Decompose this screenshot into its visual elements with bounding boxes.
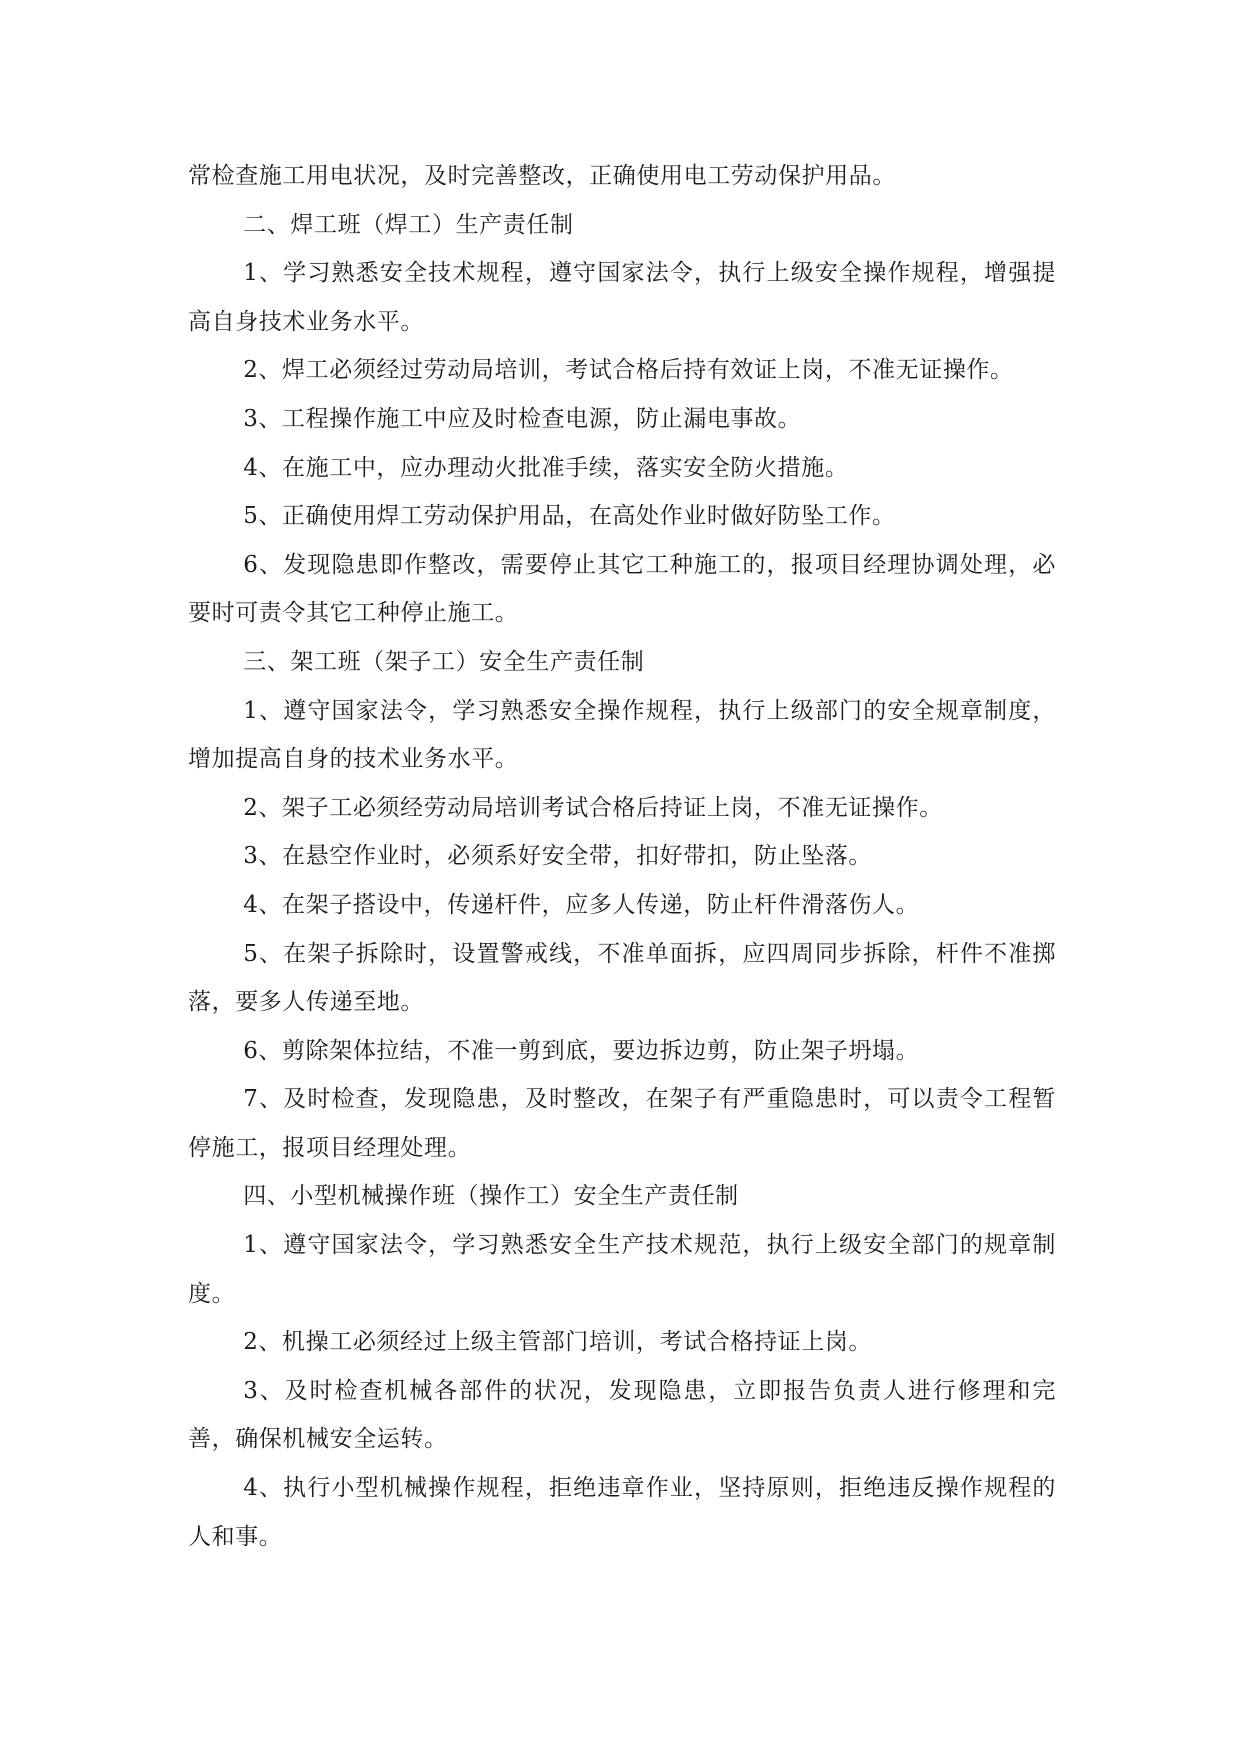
list-item: 6、发现隐患即作整改，需要停止其它工种施工的，报项目经理协调处理，必要时可责令其它工种停止施工。 xyxy=(188,551,1056,627)
list-item: 4、执行小型机械操作规程，拒绝违章作业，坚持原则，拒绝违反操作规程的人和事。 xyxy=(188,1475,1056,1550)
section-heading-machine-operator: 四、小型机械操作班（操作工）安全生产责任制 xyxy=(243,1183,739,1210)
list-item: 2、机操工必须经过上级主管部门培训，考试合格持证上岗。 xyxy=(243,1329,873,1356)
list-item: 1、遵守国家法令，学习熟悉安全操作规程，执行上级部门的安全规章制度，增加提高自身的技术业务水平。 xyxy=(188,697,1056,773)
list-item: 2、架子工必须经劳动局培训考试合格后持证上岗，不准无证操作。 xyxy=(243,794,943,821)
list-item: 1、遵守国家法令，学习熟悉安全生产技术规范，执行上级安全部门的规章制度。 xyxy=(188,1232,1056,1307)
section-heading-welder: 二、焊工班（焊工）生产责任制 xyxy=(243,211,574,238)
list-item: 6、剪除架体拉结，不准一剪到底，要边拆边剪，防止架子坍塌。 xyxy=(243,1037,920,1064)
list-item: 5、正确使用焊工劳动保护用品，在高处作业时做好防坠工作。 xyxy=(243,503,896,530)
document-body xyxy=(188,152,1056,1561)
list-item: 3、在悬空作业时，必须系好安全带，扣好带扣，防止坠落。 xyxy=(243,843,873,870)
list-item: 7、及时检查，发现隐患，及时整改，在架子有严重隐患时，可以责令工程暂停施工，报项目经理处理。 xyxy=(188,1086,1056,1161)
list-item: 2、焊工必须经过劳动局培训，考试合格后持有效证上岗，不准无证操作。 xyxy=(243,357,1014,384)
section-heading-scaffolder: 三、架工班（架子工）安全生产责任制 xyxy=(243,648,645,675)
list-item: 3、工程操作施工中应及时检查电源，防止漏电事故。 xyxy=(243,405,802,432)
list-item: 3、及时检查机械各部件的状况，发现隐患，立即报告负责人进行修理和完善，确保机械安全运转。 xyxy=(188,1377,1056,1453)
list-item: 4、在架子搭设中，传递杆件，应多人传递，防止杆件滑落伤人。 xyxy=(243,891,920,918)
list-item: 5、在架子拆除时，设置警戒线，不准单面拆，应四周同步拆除，杆件不准掷落，要多人传递至地。 xyxy=(188,940,1056,1016)
list-item: 1、学习熟悉安全技术规程，遵守国家法令，执行上级安全操作规程，增强提高自身技术业务水平。 xyxy=(188,260,1056,335)
list-item: 4、在施工中，应办理动火批准手续，落实安全防火措施。 xyxy=(243,454,849,481)
paragraph-continuation: 常检查施工用电状况，及时完善整改，正确使用电工劳动保护用品。 xyxy=(188,163,896,189)
